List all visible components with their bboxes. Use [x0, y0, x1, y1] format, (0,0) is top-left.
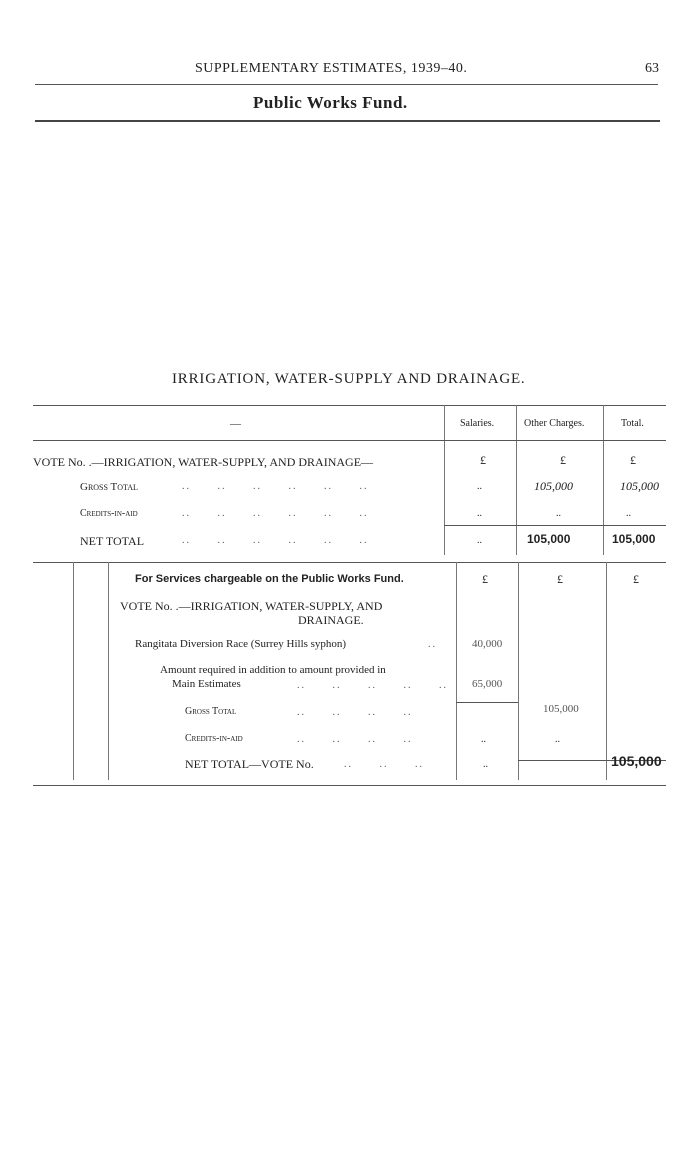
summary-row-leader: .. .. .. .. .. ..: [182, 535, 369, 546]
fund-title: Public Works Fund.: [253, 93, 408, 112]
summary-vote-line: VOTE No. .—IRRIGATION, WATER-SUPPLY, AND DRAINAGE—: [33, 455, 374, 469]
detail-currency-salaries: £: [482, 572, 488, 586]
page-number: 63: [645, 61, 659, 76]
summary-row-other: ..: [556, 508, 561, 519]
summary-currency-total: £: [630, 453, 636, 467]
detail-net-label: NET TOTAL—VOTE No.: [185, 757, 314, 771]
detail-inner-border: [108, 562, 109, 780]
detail-vote-line-1: VOTE No. .—IRRIGATION, WATER-SUPPLY, AND: [120, 599, 383, 613]
detail-additional-value: 65,000: [472, 678, 503, 690]
summary-row-total: ..: [626, 508, 631, 519]
detail-gross-leader: .. .. .. ..: [297, 707, 413, 718]
summary-header-other-charges: Other Charges.: [524, 418, 585, 429]
summary-header-dash: —: [230, 418, 241, 430]
summary-row-leader: .. .. .. .. .. ..: [182, 481, 369, 492]
detail-additional-line-1: Amount required in addition to amount provided in: [160, 664, 386, 676]
summary-row-total: 105,000: [620, 479, 659, 493]
detail-vote-line-2: DRAINAGE.: [298, 613, 364, 627]
detail-net-total: 105,000: [611, 753, 662, 769]
detail-credits-leader: .. .. .. ..: [297, 734, 413, 745]
running-title: SUPPLEMENTARY ESTIMATES, 1939–40.: [195, 61, 468, 76]
detail-heading: For Services chargeable on the Public Works Fund.: [135, 573, 404, 585]
detail-net-salaries: ..: [483, 759, 488, 770]
detail-credits-label: Credits-in-aid: [185, 733, 243, 744]
summary-row-label: Credits-in-aid: [80, 508, 138, 519]
detail-col-divider-1: [456, 562, 457, 780]
summary-header-rule: [33, 440, 666, 441]
detail-left-border: [73, 562, 74, 780]
summary-row-salaries: ..: [477, 508, 482, 519]
summary-row-other: 105,000: [534, 479, 573, 493]
detail-gross-label: Gross Total: [185, 706, 237, 717]
summary-header-total: Total.: [621, 418, 644, 429]
summary-row-salaries: ..: [477, 535, 482, 546]
detail-col-divider-3: [606, 562, 607, 780]
detail-bottom-rule: [33, 785, 666, 786]
detail-col-divider-2: [518, 562, 519, 780]
detail-item-value: 40,000: [472, 638, 503, 650]
fund-title-rule: [35, 120, 660, 122]
detail-gross-rule: [456, 702, 518, 703]
summary-col-divider-1: [444, 405, 445, 555]
summary-col-divider-3: [603, 405, 604, 555]
detail-item-label: Rangitata Diversion Race (Surrey Hills syphon): [135, 638, 347, 650]
summary-header-salaries: Salaries.: [460, 418, 495, 429]
summary-col-divider-2: [516, 405, 517, 555]
summary-currency-salaries: £: [480, 453, 486, 467]
summary-row-label: Gross Total: [80, 481, 138, 493]
summary-top-rule: [33, 405, 666, 406]
detail-additional-line-2: Main Estimates: [172, 678, 241, 690]
summary-row-leader: .. .. .. .. .. ..: [182, 508, 369, 519]
detail-currency-total: £: [633, 572, 639, 586]
detail-item-leader: ..: [428, 639, 437, 650]
summary-row-other: 105,000: [527, 532, 571, 546]
section-title: IRRIGATION, WATER-SUPPLY AND DRAINAGE.: [172, 371, 526, 387]
detail-top-rule: [33, 562, 666, 563]
summary-row-label: NET TOTAL: [80, 534, 145, 548]
detail-net-leader: .. .. ..: [344, 759, 424, 770]
detail-credits-salaries: ..: [481, 734, 486, 745]
summary-currency-other: £: [560, 453, 566, 467]
detail-additional-leader: .. .. .. .. ..: [297, 680, 448, 691]
header-rule: [35, 84, 658, 85]
detail-gross-value: 105,000: [543, 703, 579, 715]
summary-row-salaries: ..: [477, 481, 482, 492]
detail-credits-other: ..: [555, 734, 560, 745]
detail-currency-other: £: [557, 572, 563, 586]
summary-net-rule: [444, 525, 666, 526]
summary-row-total: 105,000: [612, 532, 656, 546]
